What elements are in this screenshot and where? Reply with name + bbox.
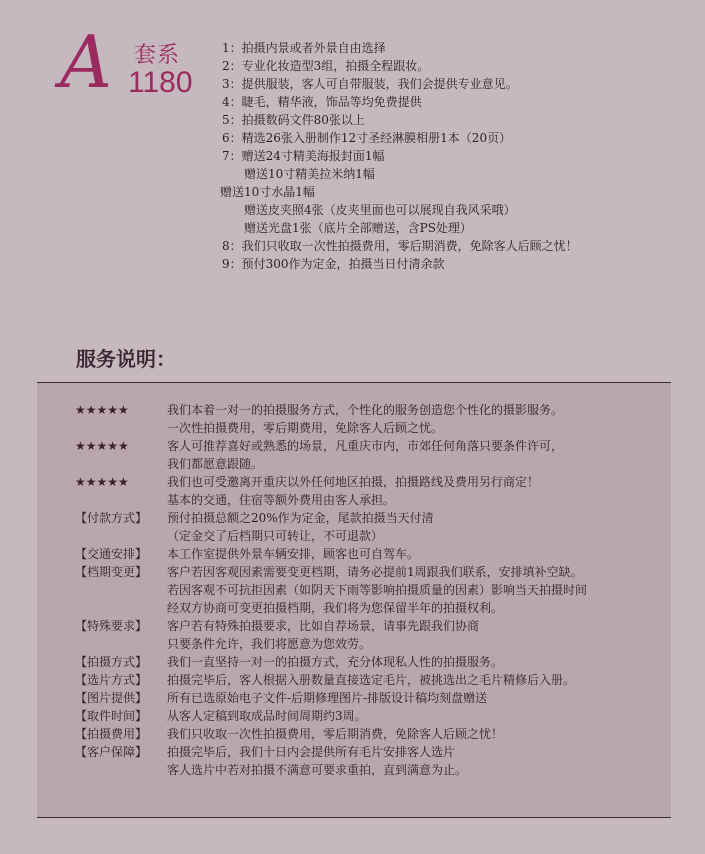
package-label: 套系: [134, 42, 181, 67]
service-term-line: 一次性拍摄费用，零后期费用，免除客人后顾之忧。: [167, 421, 444, 435]
service-term-label: 【拍摄方式】: [75, 655, 148, 669]
service-term-label: 【交通安排】: [75, 547, 148, 561]
package-feature-item: 2：专业化妆造型3组，拍摄全程跟妆。: [222, 59, 430, 73]
service-term-line: 若因客观不可抗拒因素（如阴天下雨等影响拍摄质量的因素）影响当天拍摄时间: [167, 583, 588, 597]
package-feature-item: 7：赠送24寸精美海报封面1幅: [222, 149, 385, 163]
package-feature-item: 8：我们只收取一次性拍摄费用，零后期消费，免除客人后顾之忧！: [222, 239, 578, 253]
package-feature-item: 5：拍摄数码文件80张以上: [222, 113, 365, 127]
service-term-line: 客人可推荐喜好或熟悉的场景，凡重庆市内，市郊任何角落只要条件许可，: [167, 439, 564, 453]
package-feature-item: 赠送光盘1张（底片全部赠送，含PS处理）: [244, 221, 472, 235]
service-term-line: 基本的交通，住宿等额外费用由客人承担。: [167, 493, 396, 507]
service-term-label: 【取件时间】: [75, 709, 148, 723]
service-term-line: 客户若有特殊拍摄要求，比如自荐场景，请事先跟我们协商: [167, 619, 480, 633]
service-term-label: ★★★★★: [75, 403, 129, 417]
service-term-text: [167, 743, 667, 779]
service-term-line: 客人选片中若对拍摄不满意可要求重拍，直到满意为止。: [167, 763, 468, 777]
service-term-text: [167, 545, 667, 563]
package-feature-item: 赠送10寸精美拉米纳1幅: [244, 167, 375, 181]
service-term-line: 我们一直坚持一对一的拍摄方式，充分体现私人性的拍摄服务。: [167, 655, 504, 669]
service-term-label: 【客户保障】: [75, 745, 148, 759]
package-feature-list: [222, 39, 692, 273]
package-price: 1180: [128, 66, 193, 99]
service-term-label: 【图片提供】: [75, 691, 148, 705]
service-term-line: 拍摄完毕后，我们十日内会提供所有毛片安排客人选片: [167, 745, 456, 759]
service-term-label: 【选片方式】: [75, 673, 148, 687]
service-term-label: 【拍摄费用】: [75, 727, 148, 741]
service-term-label: 【特殊要求】: [75, 619, 148, 633]
service-term-text: [167, 671, 667, 689]
service-term-line: 经双方协商可变更拍摄档期，我们将为您保留半年的拍摄权利。: [167, 601, 504, 615]
service-term-label: 【付款方式】: [75, 511, 148, 525]
service-term-line: 我们只收取一次性拍摄费用，零后期消费，免除客人后顾之忧！: [167, 727, 504, 741]
service-term-text: [167, 617, 667, 653]
service-term-line: 拍摄完毕后，客人根据入册数量直接选定毛片，被挑选出之毛片精修后入册。: [167, 673, 576, 687]
package-header: [60, 20, 220, 108]
service-term-label: ★★★★★: [75, 439, 129, 453]
service-term-text: [167, 401, 667, 437]
service-term-line: 只要条件允许，我们将愿意为您效劳。: [167, 637, 372, 651]
package-feature-item: 1：拍摄内景或者外景自由选择: [222, 41, 386, 55]
package-letter: A: [60, 20, 112, 104]
service-term-text: [167, 653, 667, 671]
service-term-line: 所有已选原始电子文件-后期修理图片-排版设计稿均刻盘赠送: [167, 691, 488, 705]
package-feature-item: 4：睫毛，精华液，饰品等均免费提供: [222, 95, 422, 109]
service-term-text: [167, 563, 667, 617]
service-term-text: [167, 509, 667, 545]
service-term-text: [167, 473, 667, 509]
service-term-line: 客户若因客观因素需要变更档期，请务必提前1周跟我们联系，安排填补空缺。: [167, 565, 583, 579]
package-feature-item: 赠送10寸水晶1幅: [220, 185, 315, 199]
service-term-line: 我们也可受邀离开重庆以外任何地区拍摄，拍摄路线及费用另行商定！: [167, 475, 540, 489]
section-title: 服务说明：: [76, 347, 176, 371]
service-term-label: ★★★★★: [75, 475, 129, 489]
service-term-line: 预付拍摄总额之20%作为定金，尾款拍摄当天付清: [167, 511, 434, 525]
service-term-line: 本工作室提供外景车辆安排，顾客也可自驾车。: [167, 547, 420, 561]
service-term-line: 我们都愿意跟随。: [167, 457, 264, 471]
service-term-text: [167, 725, 667, 743]
service-term-text: [167, 707, 667, 725]
service-term-line: （定金交了后档期只可转让，不可退款）: [167, 529, 384, 543]
service-term-label: 【档期变更】: [75, 565, 148, 579]
service-term-text: [167, 437, 667, 473]
service-term-line: 从客人定稿到取成品时间周期约3周。: [167, 709, 367, 723]
package-feature-item: 9：预付300作为定金，拍摄当日付清余款: [222, 257, 445, 271]
package-feature-item: 赠送皮夹照4张（皮夹里面也可以展现自我风采哦）: [244, 203, 516, 217]
package-feature-item: 3：提供服装，客人可自带服装，我们会提供专业意见。: [222, 77, 518, 91]
package-feature-item: 6：精选26张入册制作12寸圣经淋膜相册1本（20页）: [222, 131, 512, 145]
service-terms-panel: [37, 382, 671, 818]
service-term-text: [167, 689, 667, 707]
service-term-line: 我们本着一对一的拍摄服务方式，个性化的服务创造您个性化的摄影服务。: [167, 403, 564, 417]
